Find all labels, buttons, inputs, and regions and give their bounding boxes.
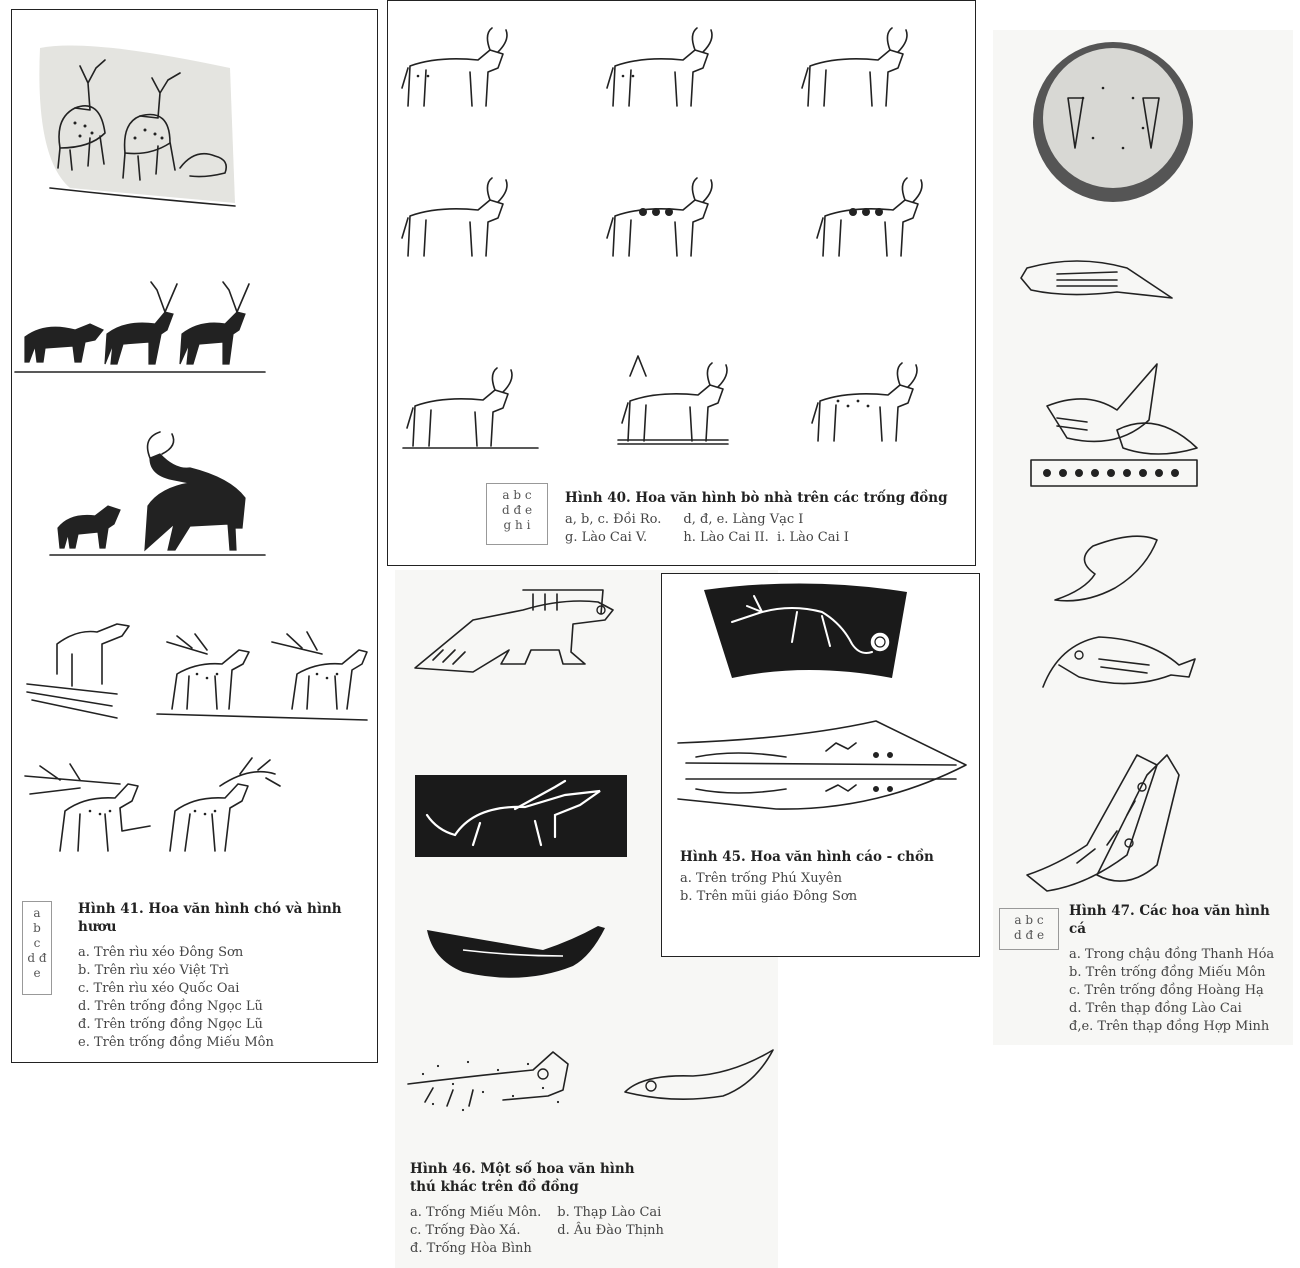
caption-subitem: i. Lào Cai I (777, 530, 849, 545)
key-row: a (33, 906, 41, 920)
key-row: d đ e (501, 503, 533, 517)
deer-illustration-a (30, 38, 240, 208)
deer-line-drawings-e (20, 756, 280, 866)
caption-item: a. Trên rìu xéo Đông Sơn (78, 945, 244, 960)
caption-item: đ. Trống Hòa Bình (410, 1241, 532, 1256)
caption-subitem: h. Lào Cai II. (683, 530, 769, 545)
animal-drawing-c (423, 920, 613, 990)
fish-drawing-a (1023, 38, 1203, 208)
figure-45-panel (661, 573, 980, 957)
key-row: a b c (502, 488, 532, 502)
figure-45-caption (680, 848, 970, 906)
caption-item: c. Trên rìu xéo Quốc Oai (78, 981, 240, 996)
dog-deer-silhouettes-b (15, 272, 265, 377)
key-row: e (33, 966, 41, 980)
caption-item: d. Trên trống đồng Ngọc Lũ (78, 999, 263, 1014)
figure-40-key (486, 483, 548, 545)
fish-drawing-b (1017, 254, 1177, 304)
cattle-grid-illustration (398, 16, 958, 456)
caption-item: a, b, c. Đồi Ro. (565, 512, 662, 527)
caption-item: b. Thạp Lào Cai (557, 1205, 662, 1220)
caption-item: a. Trên trống Phú Xuyên (680, 871, 842, 886)
figure-46-title-line-2: thú khác trên đồ đồng (410, 1179, 579, 1195)
dog-deer-silhouettes-c (50, 428, 270, 558)
animal-drawing-d (403, 1044, 763, 1134)
key-row: c (33, 936, 41, 950)
figure-41-caption (78, 900, 373, 1052)
figure-46-title-line-1: Hình 46. Một số hoa văn hình (410, 1161, 635, 1177)
figure-47-key (999, 908, 1059, 950)
key-row: g h i (503, 518, 531, 532)
figure-41-key (22, 901, 52, 995)
animal-drawing-a (413, 580, 623, 690)
caption-item: a. Trong chậu đồng Thanh Hóa (1069, 947, 1275, 962)
key-row: d đ (27, 951, 47, 965)
fish-drawing-d (1045, 530, 1165, 610)
caption-item: c. Trống Đào Xá. (410, 1223, 521, 1238)
fox-drawing-b (676, 719, 971, 819)
figure-41-title: Hình 41. Hoa văn hình chó và hình hươu (78, 901, 342, 935)
figure-47-title: Hình 47. Các hoa văn hình cá (1069, 903, 1270, 937)
figure-45-title: Hình 45. Hoa văn hình cáo - chồn (680, 849, 934, 865)
caption-item: b. Trên mũi giáo Đông Sơn (680, 889, 858, 904)
figure-47-panel (993, 30, 1293, 1045)
figure-47-caption (1069, 902, 1289, 1036)
animal-drawing-b (415, 775, 627, 857)
caption-item: d. Trên thạp đồng Lào Cai (1069, 1001, 1242, 1016)
caption-item: đ,e. Trên thạp đồng Hợp Minh (1069, 1019, 1270, 1034)
fish-drawing-dd (1039, 625, 1199, 695)
caption-item: b. Trên trống đồng Miếu Môn (1069, 965, 1266, 980)
key-row: a b c (1014, 913, 1044, 927)
caption-item: d, đ, e. Làng Vạc I (683, 512, 804, 527)
caption-item: e. Trên trống đồng Miếu Môn (78, 1035, 274, 1050)
caption-item: a. Trống Miếu Môn. (410, 1205, 542, 1220)
caption-item: đ. Trên trống đồng Ngọc Lũ (78, 1017, 263, 1032)
fox-drawing-a (702, 582, 912, 682)
fish-drawing-e (1017, 745, 1197, 895)
figure-41-panel (11, 9, 378, 1063)
caption-item (683, 529, 849, 547)
caption-item: d. Âu Đào Thịnh (557, 1223, 664, 1238)
caption-item: b. Trên rìu xéo Việt Trì (78, 963, 229, 978)
figure-40-panel (387, 0, 976, 566)
figure-40-caption (565, 489, 965, 547)
key-row: d đ e (1013, 928, 1045, 942)
deer-line-drawings-d (17, 614, 367, 724)
caption-item: c. Trên trống đồng Hoàng Hạ (1069, 983, 1264, 998)
caption-item: g. Lào Cai V. (565, 530, 648, 545)
key-row: b (33, 921, 41, 935)
fish-drawing-c (1027, 360, 1207, 490)
figure-40-title: Hình 40. Hoa văn hình bò nhà trên các trống đồng (565, 490, 948, 506)
figure-46-caption (410, 1160, 770, 1258)
